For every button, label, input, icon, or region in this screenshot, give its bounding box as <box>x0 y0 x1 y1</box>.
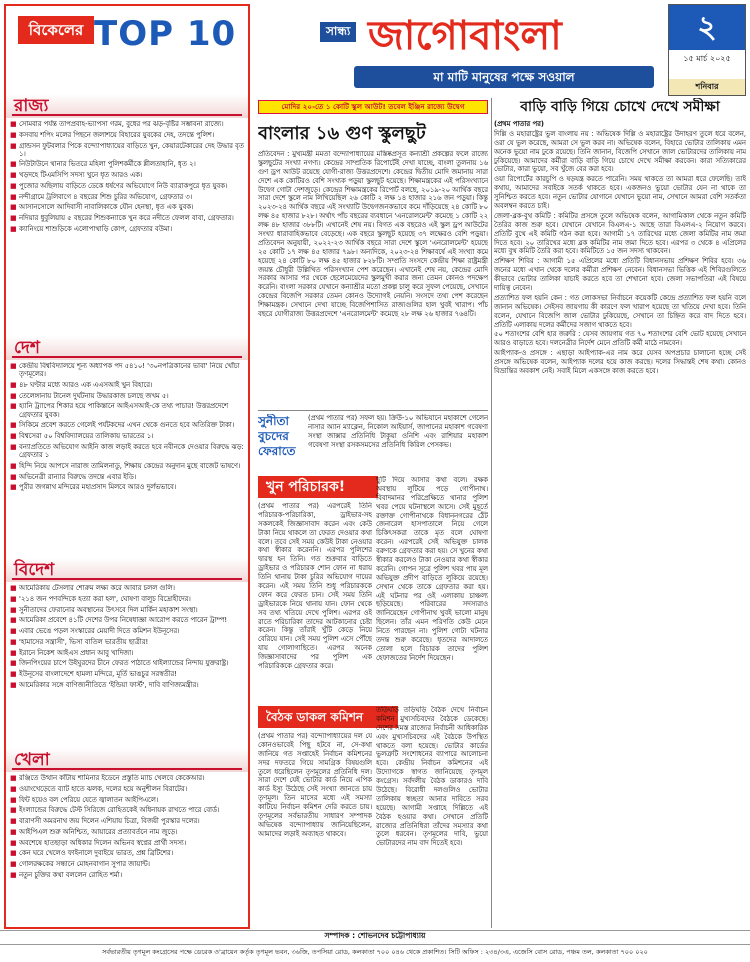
item-text: তেলেঙ্গানায় টানেল দুর্ঘটনায় উদ্ধারকাজ চলছে জখম ৫। <box>19 391 169 400</box>
list-item <box>10 817 246 826</box>
bullet-icon: ■ <box>10 870 17 879</box>
right-paragraph: আইপ্যাক-ও প্রসঙ্গে : এছাড়া আইপ্যাক-এর নাম করে যেসব অপপ্রচার চালানো হচ্ছে সেই প্রসঙ্গে অভিষেক বলেন, আইপ্যাক দলের হয়ে কাজ করছে। দলের সিদ্ধান্তই শেষ কথা। কোনও বিভ্রান্তির অবকাশ নেই। সবাই মিলে একসঙ্গে কাজ করতে হবে। <box>494 349 746 376</box>
bullet-icon: ■ <box>10 659 17 668</box>
list-item <box>10 381 246 390</box>
list-item <box>10 638 246 647</box>
item-text: সুনীতাদের ফেরানোর অবস্থানের উৎসবে দিল মার্কিন মহাকাশ সংস্থা। <box>19 605 198 614</box>
list-item <box>10 670 246 679</box>
item-text: বিশ্বসেরা ৫০ বিশ্ববিদ্যালয়ের তালিকায় ভারতের ১। <box>19 432 154 441</box>
list-item <box>10 849 246 858</box>
right-paragraph: জেলা-ব্লক-বুথ কমিটি : কমিটির প্রসঙ্গে তুলে অভিষেক বলেন, আগামিকাল থেকে নতুন কমিটি তৈরির কাজ শুরু হবে। যেখানে যেখানে বিএলএ-১ আছে তারা বিএলএ-২ নিয়োগ করবে। প্রতিটি বুথে এই কমিটি গঠন করা হবে। আগামী ১৭ তারিখের মধ্যে জেলা কমিটির নাম জমা দিতে হবে। ২০ তারিখের মধ্যে ব্লক কমিটির নাম জমা দিতে হবে। এরপর ৩ থেকে ৪ এপ্রিলের মধ্যে বুথ কমিটি তৈরি করা হবে। কমিটিতে ১৫ জন সদস্য থাকবেন। <box>494 211 746 256</box>
bullet-icon: ■ <box>10 472 17 481</box>
khun-body-col1: (প্রথম পাতার পর) এরপরেই তিনি পরিচারক-পরিচারিকা, ড্রাইভার-সহ সকলকেই জিজ্ঞাসাবাদ করেন এবং কেউ টাকা নিয়ে থাকলে তা ফেরত দেওয়ার কথা বলে। তবে সেই সময় কেউই টাকা নেওয়ার কথা স্বীকার করেননি। এরপর পুলিশের দ্বারস্থ হন তিনি। গত শুক্রবার বাড়িতে ড্রাইভার ও পরিচারক শোন ফোন না ধরায় তিনি থানায় টাকা চুরির অভিযোগ দায়ের করেন। এই সময় তিনি শুধু পরিচারককে ফোন করে ফেরত চান। সেই সময় তিনি ড্রাইভারকে নিয়ে থানায় যান। ফোন থেকে সব তথ্য খতিয়ে দেখে পুলিশ। এরপর ওই রাতে পরিচারিকা তাদের আটকানোর চেষ্টা করেন। কিন্তু তাঁরাই খুঁটি কেড়ে নিয়ে বেরিয়ে যান। সেই সময় পুলিশ এসে পৌঁছে যায় গোলাগাছিতে। এরপর অনেক জিজ্ঞাসাবাদের পর পুলিশ এক পরিচারিককে গ্রেফতার করে। <box>258 502 372 671</box>
item-text: হ্যানি ট্র্যাপের শিকার হয়ে পাকিস্তানে আইএসআই-কে তথ্য পাচার! উত্তরপ্রদেশে গ্রেফতার যুবক। <box>19 402 229 419</box>
item-text: গোলরক্ষকের সন্ধানে মোহনবাগান সুপার জায়ান্ট। <box>19 860 150 868</box>
list-item <box>10 421 246 430</box>
item-text: আইপিএল শুরু অনিশ্চিত, আয়ারের প্রত্যাবর্তনে নাম জুড়ে। <box>19 827 178 836</box>
list-item <box>10 785 246 794</box>
bullet-icon: ■ <box>10 214 17 223</box>
bullet-icon: ■ <box>10 806 17 815</box>
item-text: এবার ভেঙে পড়ল সংস্কারের মেয়াদী দিতে কমিশন ইউনূসের। <box>19 627 180 635</box>
list-item <box>10 462 246 471</box>
bullet-icon: ■ <box>10 648 17 657</box>
bullet-icon: ■ <box>10 421 17 430</box>
bullet-icon: ■ <box>10 203 17 212</box>
bullet-icon: ■ <box>10 605 17 614</box>
baithak-body-col2: তড়িঘড়ি তড়িঘড়ি বৈঠক দেখে নির্বাচন কমিশন মুখ্যসচিবদের বৈঠকে ডেকেছে। দেশের সমস্ত রাজ্যের নির্বাচনী আধিকারিক এবং মুখ্যসচিবদের এই বৈঠকে উপস্থিত থাকতে বলা হয়েছে। ভোটার কার্ডের ভুলত্রুটি সংশোধনের ব্যাপারে আলোচনা হবে। কেন্দ্রীয় নির্বাচন কমিশনের এই উদ্যোগকে স্বাগত জানিয়েছে তৃণমূল কংগ্রেস। সর্বদলীয় বৈঠক ডাকারও দাবি উঠেছে। বিরোধী দলগুলিও ভোটার তালিকায় স্বচ্ছতা আনার দাবিতে সরব হয়েছে। আগামী সপ্তাহে দিল্লিতে এই বৈঠক হওয়ার কথা। সেখানে প্রতিটি রাজ্যের প্রতিনিধিরা তাঁদের সমস্যার কথা তুলে ধরবেন। তৃণমূলের দাবি, ভুয়ো ভোটারদের নাম বাদ দিতেই হবে। <box>376 706 488 848</box>
date-box <box>668 4 746 96</box>
item-text: '২১৪ জন পণবন্দিকে হত্যা করা হল', ঘোষণা বালুচ বিদ্রোহীদের। <box>19 594 191 603</box>
bullet-icon: ■ <box>10 461 17 470</box>
list-item <box>10 616 246 625</box>
section-head <box>6 558 248 582</box>
bullet-icon: ■ <box>10 827 17 836</box>
bullet-icon: ■ <box>10 680 17 689</box>
item-text: বারাণসী অমরনাথ জয় দিলেন এশিয়ায় চিত্রা, বিজয়ী পুরস্কার দলের। <box>19 817 200 825</box>
bullet-icon: ■ <box>10 795 17 804</box>
item-text: 'হামাসের সন্ত্রাসী', ভিসা বাতিল ভারতীয় ছাত্রীর! <box>19 637 149 646</box>
bullet-icon: ■ <box>10 442 17 451</box>
item-text: আমেরিকা প্রবেশে ৪১টি দেশের উপর নিষেধাজ্ঞা আরোপ করতে পারেন ট্রাম্প! <box>19 616 228 625</box>
list-item <box>10 193 246 202</box>
bullet-icon: ■ <box>10 817 17 825</box>
bullet-icon: ■ <box>10 838 17 847</box>
list-item <box>10 203 246 212</box>
tagline: মা মাটি মানুষের পক্ষে সওয়াল <box>354 66 654 88</box>
bullet-icon: ■ <box>10 141 17 150</box>
item-text: ৪৮ ঘণ্টার মধ্যে আরও এক এএসআই খুন বিহারে। <box>19 380 153 389</box>
list-item <box>10 649 246 658</box>
item-text: জিনপিংয়ের চাপে উইঘুরদের চীনে ফেরত পাঠাতে থাইল্যান্ডের নিন্দায় যুক্তরাষ্ট্র। <box>19 659 229 668</box>
list-item <box>10 796 246 805</box>
item-text: রঞ্জিতে উত্থান কাঁটায় শামিনার ইডেনে প্রস্তুতি ম্যাচ খেলবে কেকেআর। <box>19 774 205 782</box>
bullet-icon: ■ <box>10 774 17 782</box>
right-paragraph: দিল্লি ও মহারাষ্ট্রের ভুল বাংলায় নয় : অভিষেক দিল্লি ও মহারাষ্ট্রের উদাহরণ তুলে ধরে বলেন, ওরা যে ভুল করেছে, আমরা সে ভুল করব না। অভিষেক বলেন, বিহারে ভোটার তালিকায় এমন অনেক ভুয়ো নাম ঢুকে রয়েছে। তিনি জানান, বিজেপি সেখানে জাল ভোটারদের তালিকায় নাম ঢুকিয়েছে। আমাদের কর্মীরা বাড়ি বাড়ি গিয়ে চোখে দেখে সমীক্ষা করবেন। কারা সত্যিকারের ভোটার, কারা ভুয়ো, সব খুঁজে বের করা হবে। <box>494 129 746 174</box>
top10-header <box>6 6 248 64</box>
section-list <box>10 584 246 742</box>
list-item <box>10 362 246 379</box>
item-text: পুরীর জগন্নাথ মন্দিরের মহাপ্রসাদ মিলবে আরও দুর্লভভাবে। <box>19 483 177 492</box>
right-paragraph: প্রশিক্ষণ শিবির : আগামী ১৫ এপ্রিলের মধ্যে প্রতিটি বিধানসভায় প্রশিক্ষণ শিবির হবে। ৩৬ জনের মধ্যে এখান থেকে দলের কর্মীরা প্রশিক্ষণ নেবেন। বিধানসভা ভিত্তিক এই শিবিরগুলিতে কীভাবে ভোটার তালিকা যাচাই করতে হবে তা শেখানো হবে। জেলা সভাপতিরা এই বিষয়ে দায়িত্ব নেবেন। <box>494 257 746 293</box>
baithak-body-col1: (প্রথম পাতার পর) বন্দ্যোপাধ্যায়ের দল যে কোনওভাবেই পিছু হটবে না, সে-কথা জানিয়ে গত সপ্তাহেই নির্বাচন কমিশনের সদর দফতরে গিয়ে সামগ্রিক বিষয়গুলি তুলে ধরেছিলেন তৃণমূলের প্রতিনিধি দল। সারা দেশে যেই ভোটার কার্ড নিয়ে এপিক কার্ড ইস্যু উঠেছে সেই সংখ্যা জানতে চায় তৃণমূল। তিন মাসের মধ্যে এই সমস্যা কাটিয়ে নির্বাচন কমিশন দেরি করতে চায়। তৃণমূলের সর্বভারতীয় সাধারণ সম্পাদক অভিষেক বন্দ্যোপাধ্যায় জানিয়েছিলেন, আমাদের লড়াই অব্যাহত থাকবে। <box>258 732 372 838</box>
item-text: বন্যাপ্রতিতে অভিযোগ আইনি কাজ লড়াই করতে হবে নবীনকে দেওয়ার বিরুদ্ধে ঝড়: গ্রেফতার ১ <box>19 442 244 460</box>
list-item <box>10 584 246 593</box>
item-text: কেন ঘরে খেলেও ফাইনালে দুবাইয়ে ভারত, প্রশ্ন ব্রিটিশের। <box>19 849 174 858</box>
list-item <box>10 627 246 636</box>
bullet-icon: ■ <box>10 432 17 441</box>
list-item <box>10 402 246 419</box>
list-item <box>10 473 246 482</box>
list-item <box>10 131 246 140</box>
bullet-icon: ■ <box>10 594 17 603</box>
item-text: সোমবার পর্যন্ত তাপপ্রবাহ-ভ্যাপসা গরম, বুধের পর ঝড়-বৃষ্টির সম্ভাবনা রাজ্যে। <box>19 120 224 128</box>
bullet-icon: ■ <box>10 616 17 625</box>
bullet-icon: ■ <box>10 584 17 592</box>
item-text: কসবায় শপিং মলের পিছনে জলাশয়ে বিহারের যুবকের দেহ, তদন্তে পুলিশ। <box>19 130 215 139</box>
section-title: বিদেশ <box>14 560 55 580</box>
item-text: গ্রান্ডসন ফুটবলার পিকে বন্দ্যোপাধ্যায়ের বাড়িতে খুন, কেয়ারটেকারের দেহ উদ্ধার বৃত ১। <box>19 141 244 158</box>
item-text: অবশেষে হাতছাড়া অধিকার দিলেন অভিনব স্বপ্নের প্রার্থী সদস্য। <box>19 838 187 847</box>
section-head <box>6 336 248 360</box>
item-text: হিন্দি নিয়ে আপসে নারাজ তামিলনাডু, শিক্ষায় কেন্দ্রের অনুদান মুছে বাজেট ভাষণে। <box>19 461 241 470</box>
list-item <box>10 871 246 880</box>
item-text: আমেরিকার সঙ্গে বাণিজ্যনীতিতে 'ইন্ডিয়া ফার্স্ট', দাবি বাণিজ্যমন্ত্রীর। <box>19 680 199 689</box>
top10-column <box>4 4 250 929</box>
list-item <box>10 774 246 783</box>
bullet-icon: ■ <box>10 380 17 389</box>
imprint-line: সর্বভারতীয় তৃণমূল কংগ্রেসের পক্ষে ডেরেক ও'ব্রায়েন কর্তৃক তৃণমূল ভবন, ৩৬জি, তপসিয়া রোড, কলকাতা ৭০০ ০৪৬ থেকে প্রকাশিত। সিটি অফিস : ২৩৪/৩এ, এজেসি বোস রোড, পঞ্চম তল, কলকাতা ৭০০ ০২০ <box>0 944 750 958</box>
bullet-icon: ■ <box>10 637 17 646</box>
bullet-icon: ■ <box>10 784 17 793</box>
section-list <box>10 774 246 926</box>
bullet-icon: ■ <box>10 120 17 128</box>
bullet-icon: ■ <box>10 181 17 190</box>
right-paragraph: ওয়া রিপোর্টের কারচুপি ও ষড়যন্ত্র করতে পারেনি। সময় থাকতে তা আমরা ধরে ফেলেছি। তাই কথায়, আমাদের সবাইকে সতর্ক থাকতে হবে। একজনও ভুয়ো ভোটার যেন না থাকে তা সুনিশ্চিত করতে হবে। নতুন ভোটার যোগানে যেখানে ভুয়ো নাম, সেখানে আমরা বেশি সতর্কতা অবলম্বন করতে চাই। <box>494 175 746 211</box>
bullet-icon: ■ <box>10 160 17 169</box>
item-text: ওয়াংখেড়েতে ব্যাট হাতে ঝলক, দলের হয়ে অনুশীলন বিরাটের। <box>19 784 188 793</box>
item-text: নন্দীগ্রামে ট্রলিবাগে ৪ বছরের শিশু চুরির অভিযোগ, গ্রেফতার ৩। <box>19 192 193 201</box>
sunita-headline: সুনীতা বুচদের ফেরাতে <box>258 414 296 458</box>
bullet-icon: ■ <box>10 224 17 233</box>
section-title: রাজ্য <box>14 96 49 116</box>
khun-body-col2: ছুটি দিয়ে আসার কথা বলে। রক্ষক অবস্থায় লুটিয়ে পড়ে গোপীনাথ। বিবাদমানর পরিপ্রেক্ষিতে থানার পুলিশ খবর পেয়ে ঘটনাস্থলে আসে। সেই মুহূর্তে রক্তাক্ত গোপীনাথকে বিধাননগরের ঠেঁট জেনারেল হাসপাতালে নিয়ে গেলে চিকিৎসকরা তাকে মৃত বলে ঘোষণা করেন। এরপরেই সেই অভিযুক্ত চালক বরুণকে গ্রেফতার করা হয়। সে খুনের কথা স্বীকার করলেও টাকা নেওয়ার কথা স্বীকার করেনি। গোপন সূত্রে পুলিশ খবর পায় মূল অভিযুক্ত প্রদীপ বাড়িতে লুকিয়ে রয়েছে। সেখান থেকে তাকে গ্রেফতার করা হয়। এই ঘটনার পর ওই এলাকায় চাঞ্চল্য ছড়িয়েছে। পরিবারের সদস্যরাও জানিয়েছেন গোপীনাথ খুবই ভালো মানুষ ছিলেন। তাঁর এমন পরিণতি কেউ মেনে নিতে পারছেন না। পুলিশ গোটা ঘটনার তদন্ত শুরু করেছে। ধৃতদের আদালতে তোলা হলে বিচারক তাদের পুলিশ হেফাজতের নির্দেশ দিয়েছেন। <box>376 476 488 662</box>
list-item <box>10 806 246 815</box>
item-text: ইংল্যান্ডের বিরুদ্ধে টেস্ট সিরিজে রোহিতকেই অধিনায়ক রাখতে পারে বোর্ড। <box>19 806 220 815</box>
top10-label: বিকেলের <box>18 16 94 44</box>
list-item <box>10 214 246 223</box>
brand-logo: জাগোবাংলা <box>368 12 562 59</box>
list-item <box>10 142 246 159</box>
list-item <box>10 225 246 234</box>
story1-headline: বাংলার ১৬ গুণ স্কুলছুট <box>258 123 426 144</box>
sunita-body: (প্রথম পাতার পর) সফল হয়। ক্রিউ-১০ অভিযানে মহাকাশে গেলেন নাসার অ্যান ম্যাক্লেন, নিকোল আইয়ার্স, জাপানের মহাকাশ গবেষণা সংস্থা জাক্সার প্রতিনিধি টাকুয়া ওনিশি এবং রাশিয়ার মহাকাশ গবেষণা সংস্থা রসকসমসের প্রতিনিধি কিরিল পেসকভ। <box>308 414 488 449</box>
list-item <box>10 171 246 180</box>
list-item <box>10 595 246 604</box>
list-item <box>10 160 246 169</box>
list-item <box>10 392 246 401</box>
bullet-icon: ■ <box>10 483 17 492</box>
section-list <box>10 362 246 552</box>
editor-line: সম্পাদক : শোভনদেব চট্টোপাধ্যায় <box>0 930 750 942</box>
story1-body: প্রতিবেদন : মুখ্যমন্ত্রী মমতা বন্দ্যোপাধ্যায়ের মস্তিষ্কপ্রসূত কন্যাশ্রী প্রকল্পের ফলে রাজ্যে স্কুলছুটের সংখ্যা নগণ্য। কেন্দ্রের সাম্প্রতিক রিপোর্টেই দেখা যাচ্ছে, বাংলা তুলনায় ১৬ গুণ ড্রপ আউট রয়েছে যোগী-রাজ্য উত্তরপ্রদেশে। কেন্দ্রের দ্বিতীয় মোদি জমানায় সারা দেশে এক কোটিরও বেশি সংখ্যক পড়ুয়া স্কুলছুট হয়েছে। শিক্ষামন্ত্রকের এই পরিসংখ্যানে উদ্বেগ গোটা দেশজুড়ে। কেন্দ্রের শিক্ষামন্ত্রকের রিপোর্ট বলছে, ২০১৯-২০ আর্থিক বছরে সারা দেশে স্কুলে নাম লিখিয়েছিল ২৬ কোটি ২ লক্ষ ১৪ হাজার ২১৬ জন পড়ুয়া। কিন্তু ২০২৩-২৪ আর্থিক বছরে এই সংখ্যাটি উদ্বেগজনকভাবে কমে দাঁড়িয়েছে ২৪ কোটি ৮০ লক্ষ ৪৫ হাজার ৮২৮। অর্থাৎ পাঁচ বছরের ব্যবধানে 'এনরোলমেন্ট' কমেছে ১ কোটি ২২ লক্ষ ৪৮ হাজার ৩৮৮টি। এখানেই শেষ নয়। বিগত এক বছরেও এই স্কুল ড্রপ আউটের সংখ্যা ধারাবাহিকভাবে বেড়েছে। এক বছরে স্কুলছুট হয়েছে ৩৭ লক্ষেরও বেশি পড়ুয়া। প্রতিবেদন অনুযায়ী, ২০২২-২৩ আর্থিক বছরে সারা দেশে স্কুলে 'এনরোলমেন্ট' হয়েছে ২৫ কোটি ১৭ লক্ষ ৪৫ হাজার ৭৯৮। অন্যদিকে, ২০২৩-২৪ শিক্ষাবর্ষে এই সংখ্যা কমে হয়েছে ২৪ কোটি ৮০ লক্ষ ৪৫ হাজার ৮২৮টি। সম্প্রতি সংসদে কেন্দ্রীয় শিক্ষা রাষ্ট্রমন্ত্রী জয়ন্ত চৌধুরী উল্লিখিত পরিসংখ্যান পেশ করেছেন। এখানেই শেষ নয়, কেন্দ্রের মোদি সরকার আসার পর থেকে ছেলেমেয়েদের স্কুলমুখী করার জন্য তেমন কোনও পদক্ষেপ করেনি। বাংলা সরকার যেখানে কন্যাশ্রীর মতো প্রকল্প চালু করে সুফল পেয়েছে, সেখানে কেন্দ্রের বিজেপি সরকার তেমন কোনও উদ্যোগই নেয়নি। সংসদে তথ্য পেশ করেছেন শিক্ষামন্ত্রক। সেখানে দেখা যাচ্ছে বিজেপিশাসিত রাজ্যগুলির হাল খুবই খারাপ। পাঁচ বছরে যোগীরাজ্য উত্তরপ্রদেশে 'এনরোলমেন্ট' কমেছে ২৮ লক্ষ ২৬ হাজার ৭৬৪টি। <box>258 150 488 319</box>
masthead <box>256 4 664 96</box>
right-lead: (প্রথম পাতার পর) <box>494 120 544 128</box>
kicker-banner: মোদির ২০-তে ১ কোটি স্কুল আউট! তবেল ইঞ্জিন রাজ্যে উদ্বেগ <box>258 100 488 114</box>
page-number: ২ <box>669 5 745 50</box>
right-headline: বাড়ি বাড়ি গিয়ে চোখে দেখে সমীক্ষা <box>520 99 720 115</box>
bullet-icon: ■ <box>10 627 17 635</box>
section-title: দেশ <box>14 338 40 358</box>
right-paragraph: ৫০ শতাংশের বেশি হার জরুরি : যেসব জায়গায় গত ৭০ শতাংশের বেশি ভোট হয়েছে সেখানে আরও বাড়াতে হবে। দলনেত্রীর নির্দেশ মেনে প্রতিটি কর্মী মাঠে নামবেন। <box>494 330 746 348</box>
list-item <box>10 443 246 460</box>
list-item <box>10 432 246 441</box>
item-text: সিকিমে প্রবেশ করতে গেলেই পর্যটকদের এখন থেকে গুনতে হবে অতিরিক্ত টাকা। <box>19 421 235 430</box>
item-text: নিউটাউনে থানার ভিতরে মহিলা পুলিশকর্মীকে শ্লীলতাহানি, ধৃত ২। <box>19 160 196 169</box>
list-item <box>10 120 246 129</box>
item-text: খড়দহে টিএমসিপি সদস্য খুনে ধৃত আরও এক। <box>19 171 143 180</box>
list-item <box>10 483 246 492</box>
bullet-icon: ■ <box>10 391 17 400</box>
item-text: আসানসোলে আদিবাসী নাবালিকাকে যৌন হেনস্থা, ধৃত এক যুবক। <box>19 203 194 212</box>
bullet-icon: ■ <box>10 849 17 858</box>
sandhya-label: সান্ধ্য <box>320 22 356 42</box>
bullet-icon: ■ <box>10 402 17 411</box>
item-text: নতুন চুক্তির কথা বললেন রোহিত শর্মা। <box>19 870 123 879</box>
item-text: ক্যানিংয়ে শাশুড়িকে এলোপাথাড়ি কোপ, গ্রেফতার বউমা। <box>19 224 173 233</box>
baithak-headline: বৈঠক ডাকল কমিশন <box>258 706 398 728</box>
list-item <box>10 659 246 668</box>
list-item <box>10 182 246 191</box>
issue-date: ১৫ মার্চ ২০২৫ <box>683 54 731 63</box>
right-paragraph: প্রত্যাশিত ফল হয়নি কেন : গত লোকসভা নির্বাচনে কয়েকটি কেন্দ্রে প্রত্যাশিত ফল হয়নি বলে জানান অভিষেক। সেইসব জায়গায় কী কারণে ফল খারাপ হয়েছে তা খতিয়ে দেখা হবে। তিনি বলেন, যেখানে বিজেপি জাল ভোটার ঢুকিয়েছে, সেখানে তা চিহ্নিত করে বাদ দিতে হবে। প্রতিটি এলাকায় দলের কর্মীদের সজাগ থাকতে হবে। <box>494 293 746 329</box>
section-head <box>6 748 248 772</box>
item-text: অভিনেত্রী রান্যার বিরুদ্ধে তদন্তে এবার ইডি। <box>19 472 137 481</box>
khun-headline: খুন পরিচারক! <box>258 476 378 498</box>
top10-title: TOP 10 <box>94 14 237 54</box>
item-text: ইরানে নিকেশ আইএস প্রধান আবু খাদিজা। <box>19 648 134 657</box>
list-item <box>10 860 246 869</box>
item-text: ইউনূসের বাংলাদেশে হামলা মন্দিরে, মূর্তি ভাঙচুর সরস্বতীর! <box>19 670 177 678</box>
item-text: ফিট হয়েও বল পেরিয়ে যেতে জ্বালাতন আইপিএলে। <box>19 795 159 804</box>
list-item <box>10 839 246 848</box>
item-text: পুজোর অছিলায় বাড়িতে ডেকে ধর্ষণের অভিযোগে নিউ ব্যারাকপুরে ধৃত যুবক। <box>19 181 228 190</box>
list-item <box>10 828 246 837</box>
list-item <box>10 606 246 615</box>
bullet-icon: ■ <box>10 130 17 139</box>
item-text: কেন্দ্রীয় বিশ্ববিদ্যালয়ে শূন্য অধ্যাপক পদ ৫৪১০! '৩০নপত্রিকানের ভাবা' নিয়ে খোঁচা তৃণমূলের। <box>19 362 240 379</box>
bullet-icon: ■ <box>10 860 17 868</box>
section-list <box>10 120 246 330</box>
bullet-icon: ■ <box>10 171 17 180</box>
item-text: আমেরিকায় টেসলার শোরুম লক্ষ্য করে আবার চলল গুলি। <box>19 584 175 592</box>
item-text: নদিয়ার ধুবুলিয়ায় ৫ বছরের শিশুকন্যাকে খুন করে নদীতে ফেলল বাবা, গ্রেফতার। <box>19 214 234 223</box>
bullet-icon: ■ <box>10 670 17 678</box>
issue-day: শনিবার <box>669 79 745 95</box>
bullet-icon: ■ <box>10 192 17 201</box>
section-title: খেলা <box>14 750 50 770</box>
right-story <box>494 120 746 926</box>
list-item <box>10 681 246 690</box>
bullet-icon: ■ <box>10 362 17 370</box>
section-head <box>6 94 248 118</box>
